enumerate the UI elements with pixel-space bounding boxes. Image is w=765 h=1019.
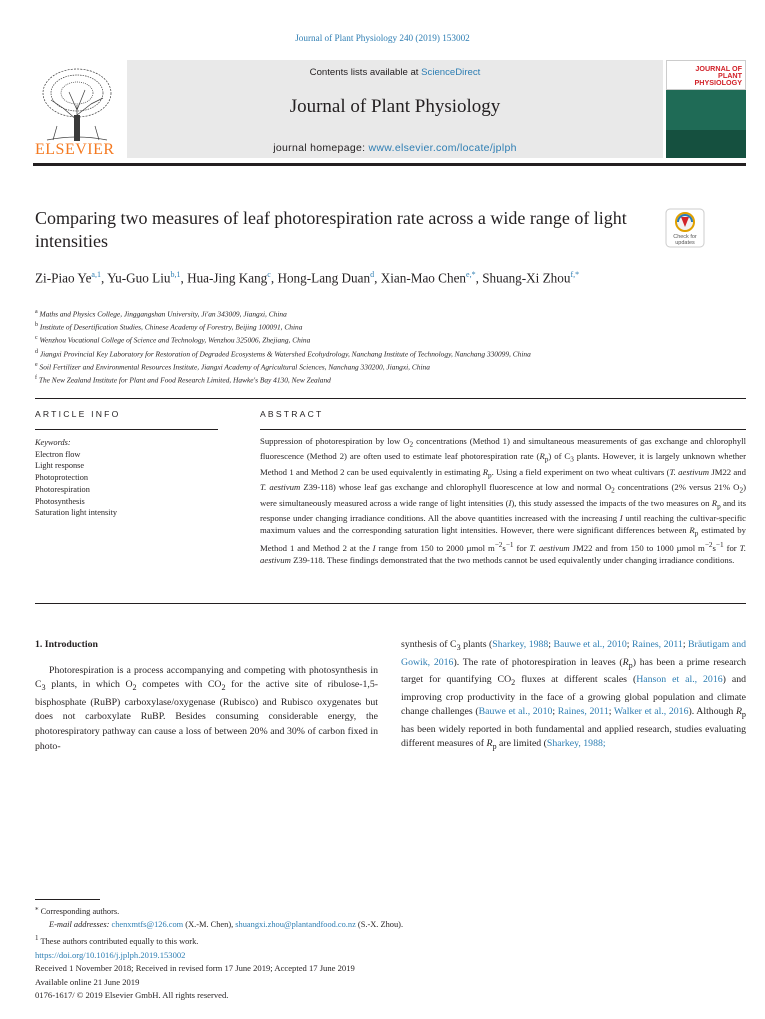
- author-affiliation-marker[interactable]: f,*: [570, 270, 580, 279]
- received-dates: Received 1 November 2018; Received in revised form 17 June 2019; Accepted 17 June 2019: [35, 963, 355, 974]
- author-affiliation-marker[interactable]: e,*: [466, 270, 476, 279]
- affiliation-key: d: [35, 348, 38, 355]
- contents-availability: Contents lists available at ScienceDirect: [309, 67, 481, 78]
- affiliation-item: [35, 307, 735, 320]
- masthead: [33, 60, 746, 158]
- crossmark-label: Check for updates: [673, 234, 697, 246]
- affiliation-key: c: [35, 335, 38, 342]
- cover-header: [666, 60, 746, 90]
- keyword-item: Photosynthesis: [35, 496, 85, 506]
- keywords-block: [35, 437, 225, 519]
- doi-link[interactable]: https://doi.org/10.1016/j.jplph.2019.153002: [35, 950, 186, 960]
- corresponding-note: ⁎ Corresponding authors.: [35, 904, 120, 916]
- cover-title: JOURNAL OF PLANT PHYSIOLOGY: [694, 64, 742, 87]
- author-name[interactable]: Hua-Jing Kang: [187, 270, 268, 286]
- journal-citation[interactable]: Journal of Plant Physiology 240 (2019) 153002: [295, 33, 470, 43]
- author-name[interactable]: Shuang-Xi Zhou: [482, 270, 571, 286]
- email-note: E-mail addresses: chenxmtfs@126.com (X.-M. Chen), shuangxi.zhou@plantandfood.co.nz (S.-X. Zhou).: [49, 920, 404, 930]
- journal-homepage: journal homepage: www.elsevier.com/locate/jplph: [273, 142, 517, 154]
- ref-link[interactable]: Walker et al., 2016: [613, 706, 689, 718]
- affiliation-item: [35, 347, 735, 360]
- abstract-text: Suppression of photorespiration by low $O_2$ concentrations (Method 1) and simultaneous measurements of gas exchange and chlorophyll fluorescence (Method 2) are often used to estimate leaf photorespiration rate $(R_p)$ of $C_3$ plants. However, it is largely unknown whether Method 1 and Method 2 can be used equivalently in estimating $R_p$. Using a field experiment on two wheat cultivars (T. aestivum JM22 and T. aestivum Z39-118) whose leaf gas exchange and chlorophyll fluorescence at low and normal $O_2$ concentrations (2% versus 21% $O_2$) were simultaneously measured across a wide range of light intensities (I), this study assessed the impacts of the two measures on $R_p$ and its response under changing irradiance conditions. All the above quantities increased with the increasing I until reaching the cultivar-specific maximum values and the corresponding saturation light intensities. However, there were significant differences between $R_p$ estimated by Method 1 and Method 2 at the I range from 150 to 2000 µmol $m^{-2}s^{-1}$ for T. aestivum JM22 and from 150 to 1000 µmol $m^{-2}s^{-1}$ for T. aestivum Z39-118. These findings demonstrated that the two methods cannot be used equivalently under changing irradiance conditions.: [260, 436, 746, 565]
- affiliation-item: [35, 320, 735, 333]
- author-name[interactable]: Hong-Lang Duan: [277, 270, 371, 286]
- intro-heading: 1. Introduction: [35, 639, 98, 650]
- author-affiliation-marker[interactable]: c: [267, 270, 271, 279]
- affiliation-text: Maths and Physics College, Jinggangshan University, Ji'an 343009, Jiangxi, China: [39, 309, 287, 319]
- footnotes: [35, 902, 735, 948]
- cover-art: [666, 90, 746, 158]
- ref-link[interactable]: Raines, 2011: [557, 706, 609, 718]
- crossmark-badge[interactable]: [665, 208, 705, 248]
- abstract-bottom-rule: [35, 603, 746, 604]
- intro-column-right: synthesis of $C_3$ plants (Sharkey, 1988; Bauwe et al., 2010; Raines, 2011; Bräutigam and Gowik, 2016). The rate of photorespiration in leaves $(R_p)$ has been a prime research target for quantifying $CO_2$ fluxes at different scales (Hanson et al., 2016) and improving crop productivity in the face of a growing global population and climate change challenges (Bauwe et al., 2010; Raines, 2011; Walker et al., 2016). Although $R_p$ has been widely reported in both fundamental and applied research, studies evaluating different measures of $R_p$ are limited (Sharkey, 1988;: [401, 639, 746, 752]
- keyword-list: [35, 449, 225, 519]
- keyword-item: Saturation light intensity: [35, 508, 118, 518]
- article-title: Comparing two measures of leaf photorespiration rate across a wide range of light intensities: [35, 208, 627, 251]
- author-affiliation-marker[interactable]: d: [370, 270, 375, 279]
- affiliation-key: a: [35, 309, 38, 315]
- ref-link[interactable]: Hanson et al., 2016: [636, 674, 723, 686]
- affiliation-item: [35, 373, 735, 386]
- affiliation-text: Jiangxi Provincial Key Laboratory for Restoration of Degraded Ecosystems & Watershed Ecohydrology, Nanchang Institute of Technology, Nanchang 330099, China: [39, 348, 531, 358]
- ref-link[interactable]: Sharkey, 1988: [492, 639, 549, 650]
- affiliation-list: [35, 307, 735, 386]
- author-name[interactable]: Zi-Piao Ye: [35, 270, 92, 286]
- online-date: Available online 21 June 2019: [35, 976, 140, 987]
- affiliation-text: Institute of Desertification Studies, Chinese Academy of Forestry, Beijing 100091, China: [39, 322, 303, 332]
- affiliation-text: Soil Fertilizer and Environmental Resources Institute, Jiangxi Academy of Agricultural Sciences, Nanchang 330200, Jiangxi, China: [39, 362, 430, 372]
- email-link[interactable]: shuangxi.zhou@plantandfood.co.nz: [235, 920, 356, 930]
- abstract-rule: [260, 429, 746, 430]
- abstract-heading: ABSTRACT: [260, 409, 324, 419]
- keyword-item: Light response: [35, 461, 85, 471]
- affiliation-text: Wenzhou Vocational College of Science and Technology, Wenzhou 325006, Zhejiang, China: [39, 335, 311, 345]
- keyword-item: Photorespiration: [35, 484, 90, 494]
- journal-cover[interactable]: [666, 60, 746, 158]
- author-affiliation-marker[interactable]: a,1: [91, 270, 101, 279]
- ref-link[interactable]: Bauwe et al., 2010: [478, 706, 553, 718]
- homepage-link[interactable]: www.elsevier.com/locate/jplph: [368, 142, 517, 154]
- ref-link[interactable]: Sharkey, 1988;: [546, 738, 606, 750]
- publisher-wordmark: ELSEVIER: [35, 141, 115, 158]
- affiliation-text: The New Zealand Institute for Plant and Food Research Limited, Hawke's Bay 4130, New Zealand: [38, 375, 331, 385]
- equal-contribution-note: $^1$ These authors contributed equally to this work.: [35, 933, 199, 946]
- ref-link[interactable]: Bräutigam and Gowik, 2016: [401, 639, 746, 668]
- ref-link[interactable]: Bauwe et al., 2010: [553, 639, 627, 650]
- journal-title: Journal of Plant Physiology: [289, 96, 501, 117]
- keyword-item: Photoprotection: [35, 473, 89, 483]
- affiliation-key: b: [35, 322, 38, 329]
- author-name[interactable]: Xian-Mao Chen: [380, 270, 467, 286]
- journal-banner: [127, 60, 663, 158]
- affiliation-key: e: [35, 361, 38, 368]
- keyword-item: Electron flow: [35, 449, 81, 459]
- ref-link[interactable]: Raines, 2011: [631, 639, 683, 650]
- affiliation-key: f: [35, 374, 37, 381]
- intro-column-left: [35, 638, 378, 754]
- keywords-label: Keywords:: [35, 438, 71, 447]
- author-name[interactable]: Yu-Guo Liu: [107, 270, 171, 286]
- elsevier-logo[interactable]: [33, 60, 121, 158]
- article-info-rule: [35, 429, 218, 430]
- author-list: Zi-Piao Ye$^{a,1}$, Yu-Guo Liu$^{b,1}$, Hua-Jing Kang$^c$, Hong-Lang Duan$^d$, Xian-Mao Chen$^{e,*}$, Shuang-Xi Zhou$^{f,*}$: [35, 270, 580, 286]
- copyright: 0176-1617/ © 2019 Elsevier GmbH. All rights reserved.: [35, 989, 229, 1000]
- affiliation-rule: [35, 398, 746, 399]
- affiliation-item: [35, 333, 735, 346]
- footnote-rule: [35, 899, 100, 900]
- email-link[interactable]: chenxmtfs@126.com: [111, 920, 184, 930]
- masthead-rule: [33, 163, 746, 166]
- article-info-heading: ARTICLE INFO: [35, 409, 121, 419]
- publication-info: [35, 949, 735, 1002]
- author-affiliation-marker[interactable]: b,1: [170, 270, 181, 279]
- affiliation-item: [35, 360, 735, 373]
- sciencedirect-link[interactable]: ScienceDirect: [421, 67, 481, 78]
- intro-paragraph: Photorespiration is a process accompanying and competing with photosynthesis in $C_3$ plants, in which $O_2$ competes with $CO_2$ for the active site of ribulose-1,5-bisphosphate (RuBP) carboxylase/oxygenase (Rubisco) and Rubisco oxygenates but does not carboxylate RuBP. Besides consuming considerable energy, the photorespiratory pathway can cause a loss of between 20% and 30% of carbon fixed in photo-: [35, 664, 378, 752]
